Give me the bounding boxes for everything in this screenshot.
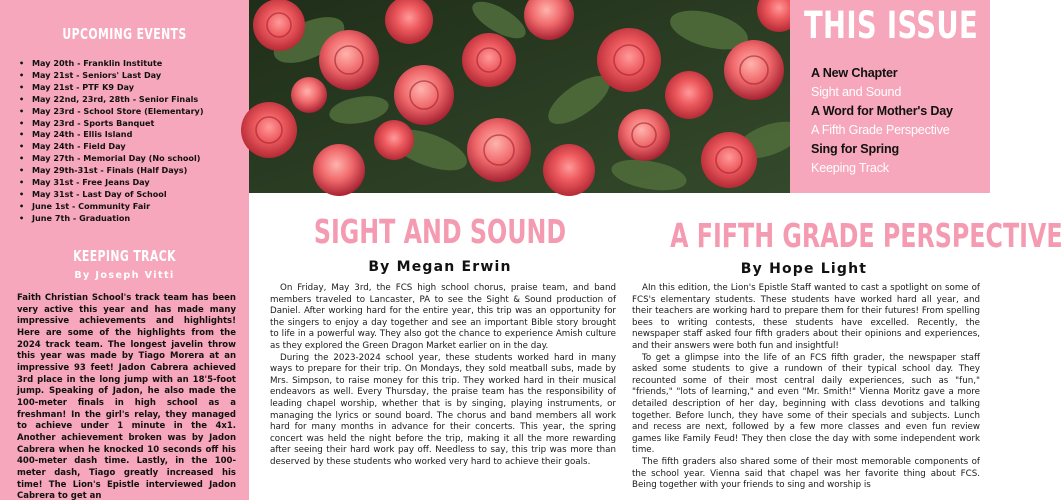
article-paragraph: The fifth graders also shared some of their most memorable components of the school year. Vienna said that chapel was her favorite thing about FCS. Being together with your friends to sing and worship is (632, 456, 980, 491)
issue-item: Keeping Track (811, 160, 889, 175)
flowers-illustration (249, 0, 790, 193)
event-item (19, 94, 244, 106)
event-item (19, 70, 244, 82)
event-text: May 22nd, 23rd, 28th - Senior Finals (32, 93, 199, 104)
event-item (19, 106, 244, 118)
issue-item: A New Chapter (811, 66, 898, 80)
event-text: May 31st - Free Jeans Day (32, 177, 150, 188)
bullet-icon: • (19, 69, 25, 80)
fifth-grade-perspective-byline: By Hope Light (740, 261, 868, 277)
event-text: May 23rd - School Store (Elementary) (32, 105, 204, 116)
event-item (19, 153, 244, 165)
event-item (19, 201, 244, 213)
issue-item: Sight and Sound (811, 84, 902, 99)
bullet-icon: • (19, 212, 25, 223)
events-list (19, 58, 244, 225)
fifth-grade-perspective-body (632, 283, 980, 500)
event-item (19, 213, 244, 225)
event-item (19, 82, 244, 94)
issue-item: Sing for Spring (811, 141, 899, 156)
bullet-icon: • (19, 117, 25, 128)
sight-and-sound-body (270, 283, 616, 500)
event-item (19, 58, 244, 70)
bullet-icon: • (19, 177, 25, 188)
event-item (19, 165, 244, 177)
event-text: May 21st - Seniors' Last Day (32, 69, 162, 80)
event-text: May 29th-31st - Finals (Half Days) (32, 165, 188, 176)
event-item (19, 189, 244, 201)
fifth-grade-perspective-title: A FIFTH GRADE PERSPECTIVE (670, 216, 1063, 255)
event-item (19, 118, 244, 130)
bullet-icon: • (19, 105, 25, 116)
article-paragraph: During the 2023-2024 school year, these students worked hard in many ways to prepare for their trip. On Mondays, they sold meatball subs, made by Mrs. Simpson, to raise money for this trip. They worked hard in their musical endeavors as well. Every Thursday, the praise team has the responsibility of leading chapel worship, whether that is by singing, playing instruments, or managing the lyrics or sound board. The chorus and band members all work hard for many months in advance for their concerts. This year, the spring concert was held the night before the trip, making it all the more rewarding after seeing their hard work pay off. Needless to say, this trip was more than deserved by these students who worked very hard to achieve their goals. (270, 352, 616, 467)
keeping-track-heading: KEEPING TRACK (73, 247, 176, 265)
this-issue-heading: THIS ISSUE (804, 4, 979, 47)
hero-flowers-image (249, 0, 790, 193)
sidebar (0, 0, 249, 500)
bullet-icon: • (19, 141, 25, 152)
event-text: May 20th - Franklin Institute (32, 58, 163, 68)
event-text: May 31st - Last Day of School (32, 188, 167, 199)
event-text: May 21st - PTF K9 Day (32, 81, 135, 92)
event-item (19, 141, 244, 153)
event-text: May 27th - Memorial Day (No school) (32, 153, 201, 164)
bullet-icon: • (19, 81, 25, 92)
sight-and-sound-byline: By Megan Erwin (368, 259, 512, 275)
this-issue-panel (790, 0, 990, 193)
bullet-icon: • (19, 93, 25, 104)
sight-and-sound-title: SIGHT AND SOUND (313, 212, 567, 251)
article-paragraph: On Friday, May 3rd, the FCS high school chorus, praise team, and band members traveled to Lancaster, PA to see the Sight & Sound production of Daniel. After working hard for the entire year, this trip was an opportunity for the singers to enjoy a day together and see an important Bible story brought to life in a powerful way. They also got the chance to experience Amish culture as they explored the Green Dragon Market earlier on in the day. (270, 283, 616, 351)
bullet-icon: • (19, 165, 25, 176)
keeping-track-body: Faith Christian School's track team has been very active this year and has made many impressive achievements and highlights! Here are some of the highlights from the 2024 track team. The longest javelin throw this year was made by Tiago Morera at an impressive 93 feet! Jadon Cabrera achieved 3rd place in the long jump with an 18'5-foot jump. Speaking of Jadon, he also made the 100-meter finals in high school as a freshman! In the girl's relay, they managed to achieve under 1 minute in the 4x1. Another achievement broken was by Jadon Cabrera when he knocked 10 seconds off his 400-meter dash time. Lastly, in the 100-meter dash, Tiago greatly increased his time! The Lion's Epistle interviewed Jadon Cabrera to get an (17, 293, 236, 502)
event-text: May 23rd - Sports Banquet (32, 117, 155, 128)
this-issue-list (811, 64, 953, 177)
event-text: June 1st - Community Fair (32, 200, 151, 211)
bullet-icon: • (19, 153, 25, 164)
bullet-icon: • (19, 200, 25, 211)
event-item (19, 129, 244, 141)
bullet-icon: • (19, 188, 25, 199)
issue-item: A Fifth Grade Perspective (811, 122, 950, 137)
upcoming-events-heading: UPCOMING EVENTS (62, 25, 187, 43)
bullet-icon: • (19, 129, 25, 140)
bullet-icon: • (19, 58, 25, 68)
issue-item: A Word for Mother's Day (811, 103, 953, 118)
event-text: May 24th - Ellis Island (32, 129, 133, 140)
article-paragraph: To get a glimpse into the life of an FCS fifth grader, the newspaper staff asked some students to give a rundown of their typical school day. They recounted some of their most central daily experiences, such as "fun," "friends," "lots of learning," and even "Mr. Smith!" Vienna Moritz gave a more detailed description of her day, beginning with class devotions and talking together. Before lunch, they have some of their specials and subjects. Lunch and recess are next, followed by a few more classes and even fun review games like Family Feud! They then close the day with some independent work time. (632, 352, 980, 456)
article-paragraph: AIn this edition, the Lion's Epistle Staff wanted to cast a spotlight on some of FCS's elementary students. These students have worked hard all year, and their teachers are working hard to prepare them for their futures! From spelling bees to writing contests, these students have excelled. Recently, the newspaper staff asked four fifth graders about their opinions and experiences, and their answers were both fun and insightful! (632, 283, 980, 351)
event-text: June 7th - Graduation (32, 212, 131, 223)
keeping-track-byline: By Joseph Vitti (74, 270, 175, 281)
event-item (19, 177, 244, 189)
event-text: May 24th - Field Day (32, 141, 126, 152)
